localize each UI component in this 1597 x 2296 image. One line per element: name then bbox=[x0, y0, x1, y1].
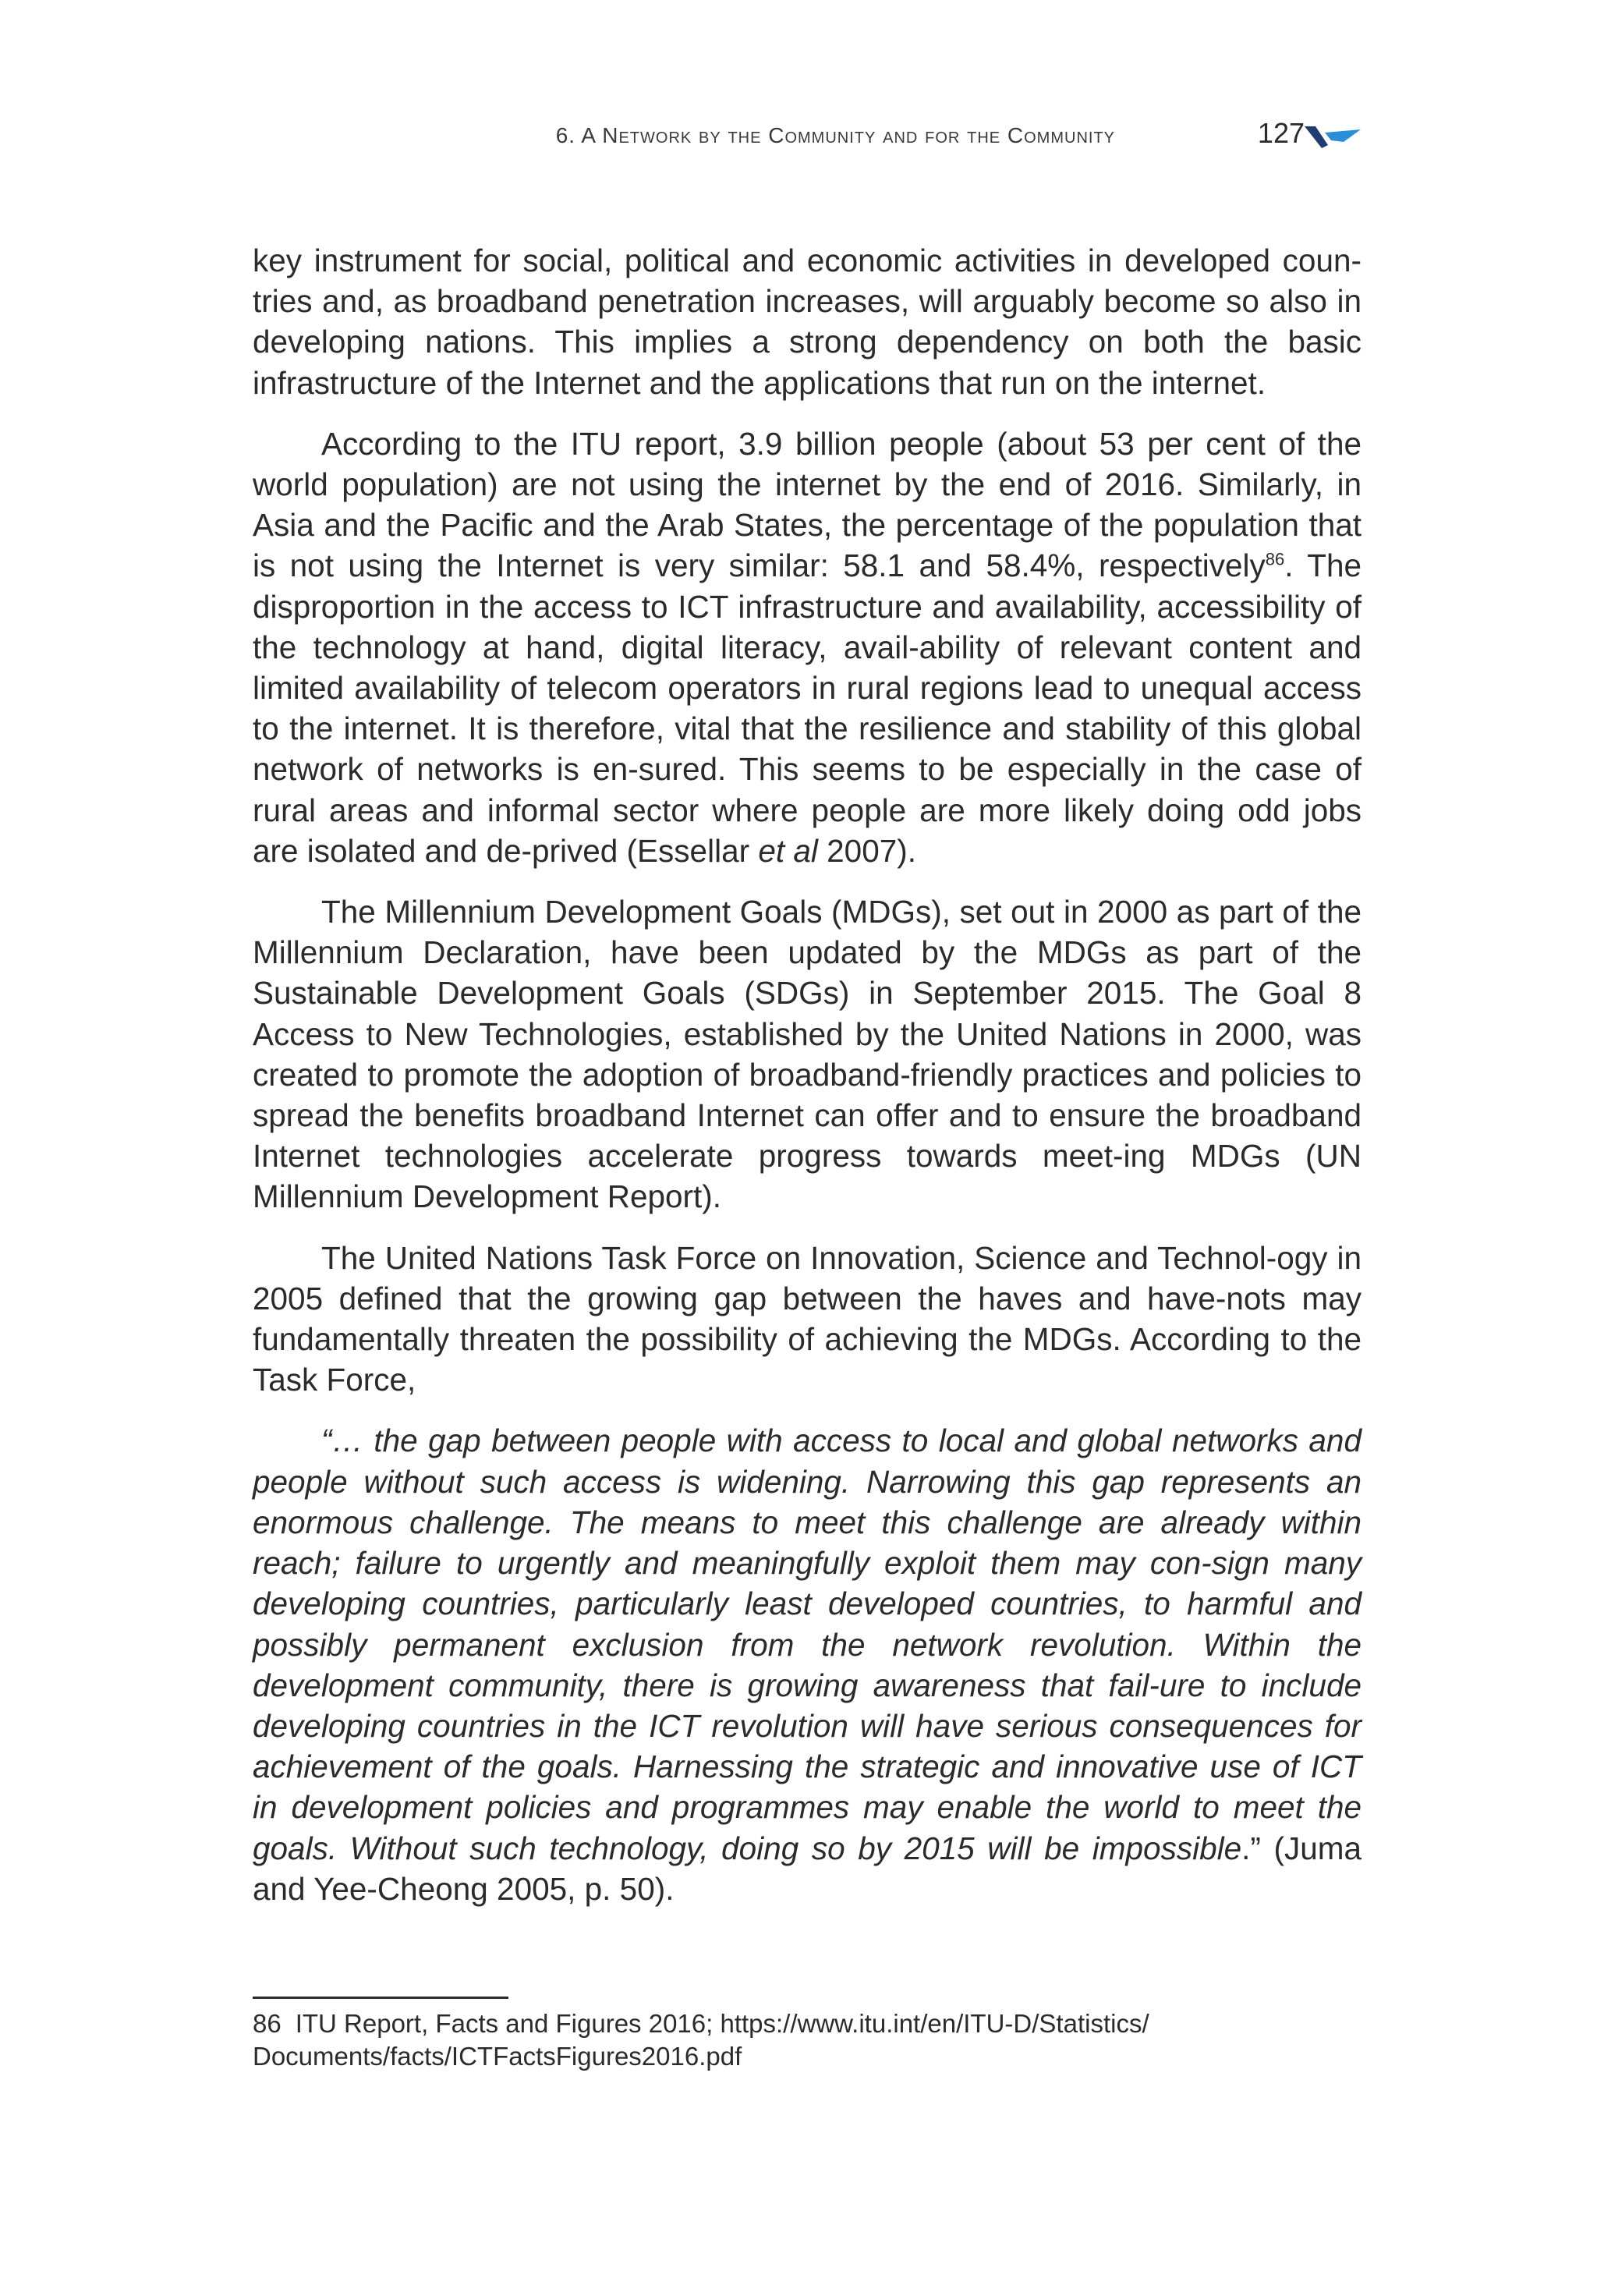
paragraph-2-end: 2007). bbox=[817, 832, 916, 869]
quote-text: “… the gap between people with access to local and global networks and people without such access is widening. Narrowing this gap represents an enormous challenge. The means to meet this challenge are already within reach; failure to urgently and meaningfully exploit them may con-sign many developing countries, particularly least developed countries, to harmful and possibly permanent exclusion from the network revolution. Within the development community, there is growing awareness that fail-ure to include developing countries in the ICT revolution will have serious consequences for achievement of the goals. Harnessing the strategic and innovative use of ICT in development policies and programmes may enable the world to meet the goals. Without such technology, doing so by 2015 will be impossible bbox=[253, 1423, 1362, 1866]
paragraph-1: key instrument for social, political and economic activities in developed coun-tries and, as broadband penetration increases, will arguably become so also in developing nations. This implies a strong dependency on both the basic infrastructure of the Internet and the applications that run on the internet. bbox=[253, 243, 1362, 401]
footnote-text: ITU Report, Facts and Figures 2016; https://www.itu.int/en/ITU-D/Statistics/ Documents/facts/ICTFactsFigures2016.pdf bbox=[253, 2009, 1149, 2071]
running-header bbox=[250, 117, 1361, 164]
publisher-logo-icon bbox=[1305, 125, 1361, 150]
paragraph-2-text: According to the ITU report, 3.9 billion people (about 53 per cent of the world population) are not using the internet by the end of 2016. Similarly, in Asia and the Pacific and the Arab States, the percentage of the population that is not using the Internet is very similar: 58.1 and 58.4%, respectively bbox=[253, 425, 1362, 584]
paragraph-2 bbox=[253, 423, 1362, 871]
footnote-reference: 86 bbox=[1265, 549, 1285, 569]
paragraph-3: The Millennium Development Goals (MDGs), set out in 2000 as part of the Millennium Declaration, have been updated by the MDGs as part of the Sustainable Development Goals (SDGs) in September 2015. The Goal 8 Access to New Technologies, established by the United Nations in 2000, was created to promote the adoption of broadband-friendly practices and policies to spread the benefits broadband Internet can offer and to ensure the broadband Internet technologies accelerate progress towards meet-ing MDGs (UN Millennium Development Report). bbox=[253, 894, 1362, 1215]
running-title: 6. A Network by the Community and for the Community bbox=[555, 123, 1115, 147]
block-quote bbox=[253, 1420, 1362, 1908]
quote-citation: .” (Juma and Yee-Cheong 2005, p. 50). bbox=[253, 1830, 1362, 1907]
citation-et-al: et al bbox=[758, 832, 818, 869]
page-number: 127 bbox=[1257, 117, 1305, 149]
footnote-number: 86 bbox=[253, 2009, 282, 2038]
paragraph-2-text-cont: . The disproportion in the access to ICT infrastructure and availability, accessibility of the technology at hand, digital literacy, avail-ability of relevant content and limited availability of telecom operators in rural regions lead to unequal access to the internet. It is therefore, vital that the resilience and stability of this global network of networks is en-sured. This seems to be especially in the case of rural areas and informal sector where people are more likely doing odd jobs are isolated and de-prived (Essellar bbox=[253, 547, 1362, 869]
body-text bbox=[253, 240, 1362, 1929]
paragraph-4: The United Nations Task Force on Innovation, Science and Technol-ogy in 2005 defined that the growing gap between the haves and have-nots may fundamentally threaten the possibility of achieving the MDGs. According to the Task Force, bbox=[253, 1239, 1362, 1398]
footnote bbox=[253, 2007, 1362, 2073]
footnote-divider bbox=[253, 1997, 508, 1999]
